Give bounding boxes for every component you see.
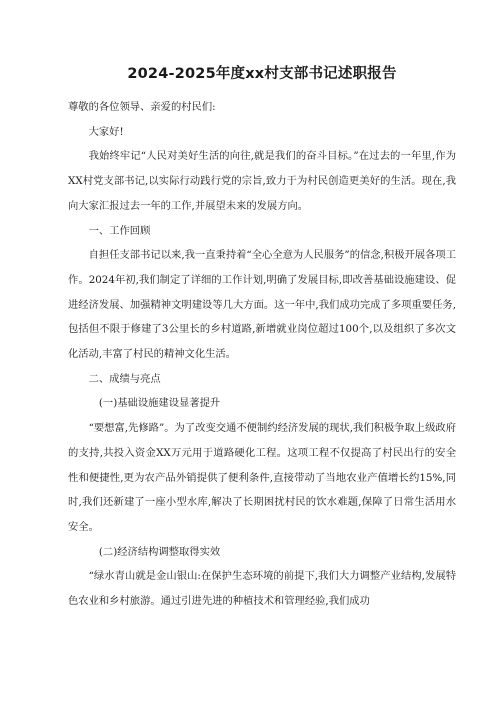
subheading-infrastructure: (一)基础设施建设显著提升 (98, 397, 221, 410)
greeting: 大家好! (88, 125, 124, 138)
section-heading-work-review: 一、工作回顾 (88, 224, 151, 237)
work-review-paragraph: 自担任支部书记以来,我一直秉持着“全心全意为人民服务”的信念,积极开展各项工作。2024年初,我们制定了详细的工作计划,明确了发展目标,即改善基础设施建设、促进经济发展、加强精神文明建设等几大方面。这一年中,我们成功完成了多项重要任务,包括但不限于修建了3公里长的乡村道路,新增就业岗位超过100个,以及组织了多次文化活动,丰富了村民的精神文化生活。 (68, 249, 456, 361)
infrastructure-paragraph: “要想富,先修路”。为了改变交通不便制约经济发展的现状,我们积极争取上级政府的支持,共投入资金XX万元用于道路硬化工程。这项工程不仅提高了村民出行的安全性和便捷性,更为农产品外销提供了便利条件,直接带动了当地农业产值增长约15%,同时,我们还新建了一座小型水库,解决了长期困扰村民的饮水难题,保障了日常生活用水安全。 (68, 422, 456, 533)
intro-paragraph: 我始终牢记“人民对美好生活的向往,就是我们的奋斗目标。”在过去的一年里,作为XX村党支部书记,以实际行动践行党的宗旨,致力于为村民创造更美好的生活。现在,我向大家汇报过去一年的工作,并展望未来的发展方向。 (68, 150, 456, 212)
salutation: 尊敬的各位领导、亲爱的村民们: (68, 101, 216, 113)
economic-structure-paragraph: “绿水青山就是金山银山:在保护生态环境的前提下,我们大力调整产业结构,发展特色农业和乡村旅游。通过引进先进的种植技术和管理经验,我们成功 (68, 570, 456, 608)
subheading-economic-structure: (二)经济结构调整取得实效 (98, 545, 221, 558)
section-heading-achievements: 二、成绩与亮点 (88, 372, 161, 385)
document-title: 2024-2025年度xx村支部书记述职报告 (127, 66, 397, 82)
